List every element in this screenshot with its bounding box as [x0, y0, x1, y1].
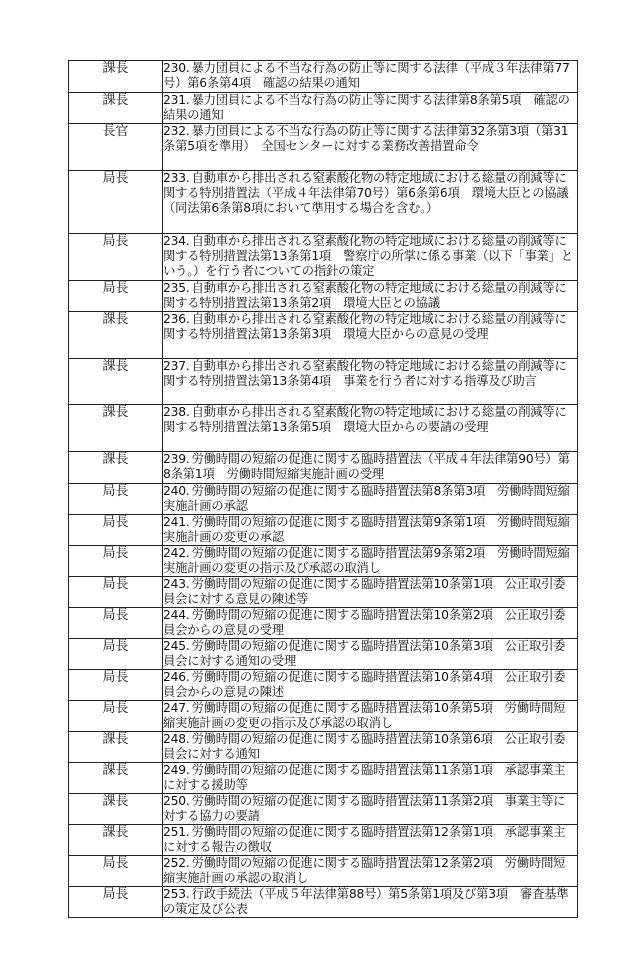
- authority-cell: 長官: [69, 124, 163, 171]
- item-number: 232.: [163, 124, 190, 138]
- item-cell: [163, 452, 578, 484]
- item-number: 235.: [163, 281, 190, 295]
- item-text: 労働時間の短縮の促進に関する臨時措置法第9条第1項 労働時間短縮実施計画の変更の承認: [163, 515, 570, 544]
- item-cell: [163, 639, 578, 670]
- item-number: 245.: [163, 639, 190, 653]
- item-number: 252.: [163, 856, 190, 870]
- item-text: 自動車から排出される窒素酸化物の特定地域における総量の削減等に関する特別措置法第13条第4項 事業を行う者に対する指導及び助言: [163, 359, 567, 388]
- item-number: 247.: [163, 701, 190, 715]
- item-text: 労働時間の短縮の促進に関する臨時措置法第10条第1項 公正取引委員会に対する意見の陳述等: [163, 577, 566, 606]
- item-text: 労働時間の短縮の促進に関する臨時措置法第10条第4項 公正取引委員会からの意見の陳述: [163, 670, 566, 699]
- authority-cell: 局長: [69, 701, 163, 732]
- item-number: 248.: [163, 732, 190, 746]
- item-number: 244.: [163, 608, 190, 622]
- item-number: 240.: [163, 484, 190, 498]
- item-cell: [163, 312, 578, 359]
- item-cell: [163, 794, 578, 825]
- authority-cell: 局長: [69, 484, 163, 515]
- table-row: [69, 887, 578, 918]
- item-text: 自動車から排出される窒素酸化物の特定地域における総量の削減等に関する特別措置法（平成４年法律第70号）第6条第6項 環境大臣との協議（同法第6条第8項において準用する場合を含む。）: [163, 171, 569, 215]
- authority-cell: 局長: [69, 608, 163, 639]
- item-cell: [163, 701, 578, 732]
- table-row: [69, 359, 578, 405]
- table-row: [69, 577, 578, 608]
- authority-cell: 課長: [69, 93, 163, 124]
- authority-cell: 局長: [69, 171, 163, 234]
- item-text: 自動車から排出される窒素酸化物の特定地域における総量の削減等に関する特別措置法第13条第3項 環境大臣からの意見の受理: [163, 312, 567, 341]
- item-cell: [163, 124, 578, 171]
- authority-cell: 局長: [69, 234, 163, 281]
- item-text: 労働時間の短縮の促進に関する臨時措置法第8条第3項 労働時間短縮実施計画の承認: [163, 484, 570, 513]
- item-cell: [163, 887, 578, 918]
- item-text: 労働時間の短縮の促進に関する臨時措置法第11条第2項 事業主等に対する協力の要請: [163, 794, 566, 823]
- authority-cell: 課長: [69, 61, 163, 93]
- item-number: 241.: [163, 515, 190, 529]
- item-number: 231.: [163, 93, 190, 107]
- item-cell: [163, 825, 578, 856]
- item-text: 自動車から排出される窒素酸化物の特定地域における総量の削減等に関する特別措置法第13条第1項 警察庁の所掌に係る事業（以下「事業」という。）を行う者についての指針の策定: [163, 234, 573, 278]
- table-row: [69, 515, 578, 546]
- authority-cell: 課長: [69, 452, 163, 484]
- item-number: 234.: [163, 234, 190, 248]
- authority-cell: 局長: [69, 639, 163, 670]
- item-number: 237.: [163, 359, 190, 373]
- item-number: 243.: [163, 577, 190, 591]
- item-cell: [163, 61, 578, 93]
- table-row: [69, 171, 578, 234]
- table-row: [69, 281, 578, 312]
- table-row: [69, 639, 578, 670]
- authority-cell: 課長: [69, 405, 163, 452]
- item-text: 自動車から排出される窒素酸化物の特定地域における総量の削減等に関する特別措置法第13条第2項 環境大臣との協議: [163, 281, 567, 310]
- authority-cell: 局長: [69, 887, 163, 918]
- item-number: 253.: [163, 887, 190, 901]
- table-row: [69, 124, 578, 171]
- item-cell: [163, 670, 578, 701]
- item-text: 行政手続法（平成５年法律第88号）第5条第1項及び第3項 審査基準の策定及び公表: [163, 887, 569, 916]
- item-cell: [163, 732, 578, 763]
- authority-cell: 局長: [69, 577, 163, 608]
- item-number: 230.: [163, 61, 190, 75]
- item-cell: [163, 93, 578, 124]
- table-row: [69, 405, 578, 452]
- table-row: [69, 856, 578, 887]
- table-row: [69, 794, 578, 825]
- item-text: 自動車から排出される窒素酸化物の特定地域における総量の削減等に関する特別措置法第13条第5項 環境大臣からの要請の受理: [163, 405, 567, 434]
- item-number: 249.: [163, 763, 190, 777]
- table-row: [69, 452, 578, 484]
- item-number: 238.: [163, 405, 190, 419]
- table-row: [69, 670, 578, 701]
- authority-cell: 課長: [69, 359, 163, 405]
- item-cell: [163, 405, 578, 452]
- item-cell: [163, 234, 578, 281]
- authority-cell: 課長: [69, 825, 163, 856]
- item-cell: [163, 515, 578, 546]
- item-number: 246.: [163, 670, 190, 684]
- item-cell: [163, 763, 578, 794]
- item-number: 251.: [163, 825, 190, 839]
- table-row: [69, 732, 578, 763]
- item-text: 労働時間の短縮の促進に関する臨時措置法第10条第6項 公正取引委員会に対する通知: [163, 732, 566, 761]
- item-cell: [163, 171, 578, 234]
- item-cell: [163, 546, 578, 577]
- item-text: 労働時間の短縮の促進に関する臨時措置法（平成４年法律第90号）第8条第1項 労働時間短縮実施計画の受理: [163, 452, 570, 481]
- authority-cell: 局長: [69, 515, 163, 546]
- table-row: [69, 234, 578, 281]
- table-row: [69, 484, 578, 515]
- table-row: [69, 608, 578, 639]
- table-row: [69, 546, 578, 577]
- item-number: 233.: [163, 171, 190, 185]
- authority-cell: 課長: [69, 794, 163, 825]
- item-text: 労働時間の短縮の促進に関する臨時措置法第10条第2項 公正取引委員会からの意見の受理: [163, 608, 566, 637]
- table-row: [69, 93, 578, 124]
- item-text: 暴力団員による不当な行為の防止等に関する法律第8条第5項 確認の結果の通知: [163, 93, 570, 122]
- authority-cell: 局長: [69, 281, 163, 312]
- item-text: 労働時間の短縮の促進に関する臨時措置法第9条第2項 労働時間短縮実施計画の変更の指示及び承認の取消し: [163, 546, 570, 575]
- item-cell: [163, 281, 578, 312]
- item-text: 暴力団員による不当な行為の防止等に関する法律第32条第3項（第31条第5項を準用） 全国センターに対する業務改善措置命令: [163, 124, 569, 153]
- table-row: [69, 763, 578, 794]
- item-cell: [163, 359, 578, 405]
- item-number: 250.: [163, 794, 190, 808]
- authority-cell: 課長: [69, 312, 163, 359]
- delegation-table: [68, 60, 578, 918]
- authority-cell: 局長: [69, 856, 163, 887]
- item-text: 労働時間の短縮の促進に関する臨時措置法第12条第2項 労働時間短縮実施計画の承認の取消し: [163, 856, 566, 885]
- authority-cell: 課長: [69, 732, 163, 763]
- item-text: 労働時間の短縮の促進に関する臨時措置法第10条第5項 労働時間短縮実施計画の変更の指示及び承認の取消し: [163, 701, 566, 730]
- table-row: [69, 825, 578, 856]
- item-number: 242.: [163, 546, 190, 560]
- table-row: [69, 701, 578, 732]
- table-row: [69, 312, 578, 359]
- item-text: 労働時間の短縮の促進に関する臨時措置法第12条第1項 承認事業主に対する報告の徴収: [163, 825, 566, 854]
- item-cell: [163, 484, 578, 515]
- item-text: 労働時間の短縮の促進に関する臨時措置法第10条第3項 公正取引委員会に対する通知の受理: [163, 639, 566, 668]
- table-row: [69, 61, 578, 93]
- authority-cell: 局長: [69, 670, 163, 701]
- item-text: 労働時間の短縮の促進に関する臨時措置法第11条第1項 承認事業主に対する援助等: [163, 763, 566, 792]
- item-number: 239.: [163, 452, 190, 466]
- item-cell: [163, 577, 578, 608]
- item-cell: [163, 608, 578, 639]
- item-cell: [163, 856, 578, 887]
- authority-cell: 局長: [69, 546, 163, 577]
- item-text: 暴力団員による不当な行為の防止等に関する法律（平成３年法律第77号）第6条第4項 確認の結果の通知: [163, 61, 570, 90]
- item-number: 236.: [163, 312, 190, 326]
- authority-cell: 課長: [69, 763, 163, 794]
